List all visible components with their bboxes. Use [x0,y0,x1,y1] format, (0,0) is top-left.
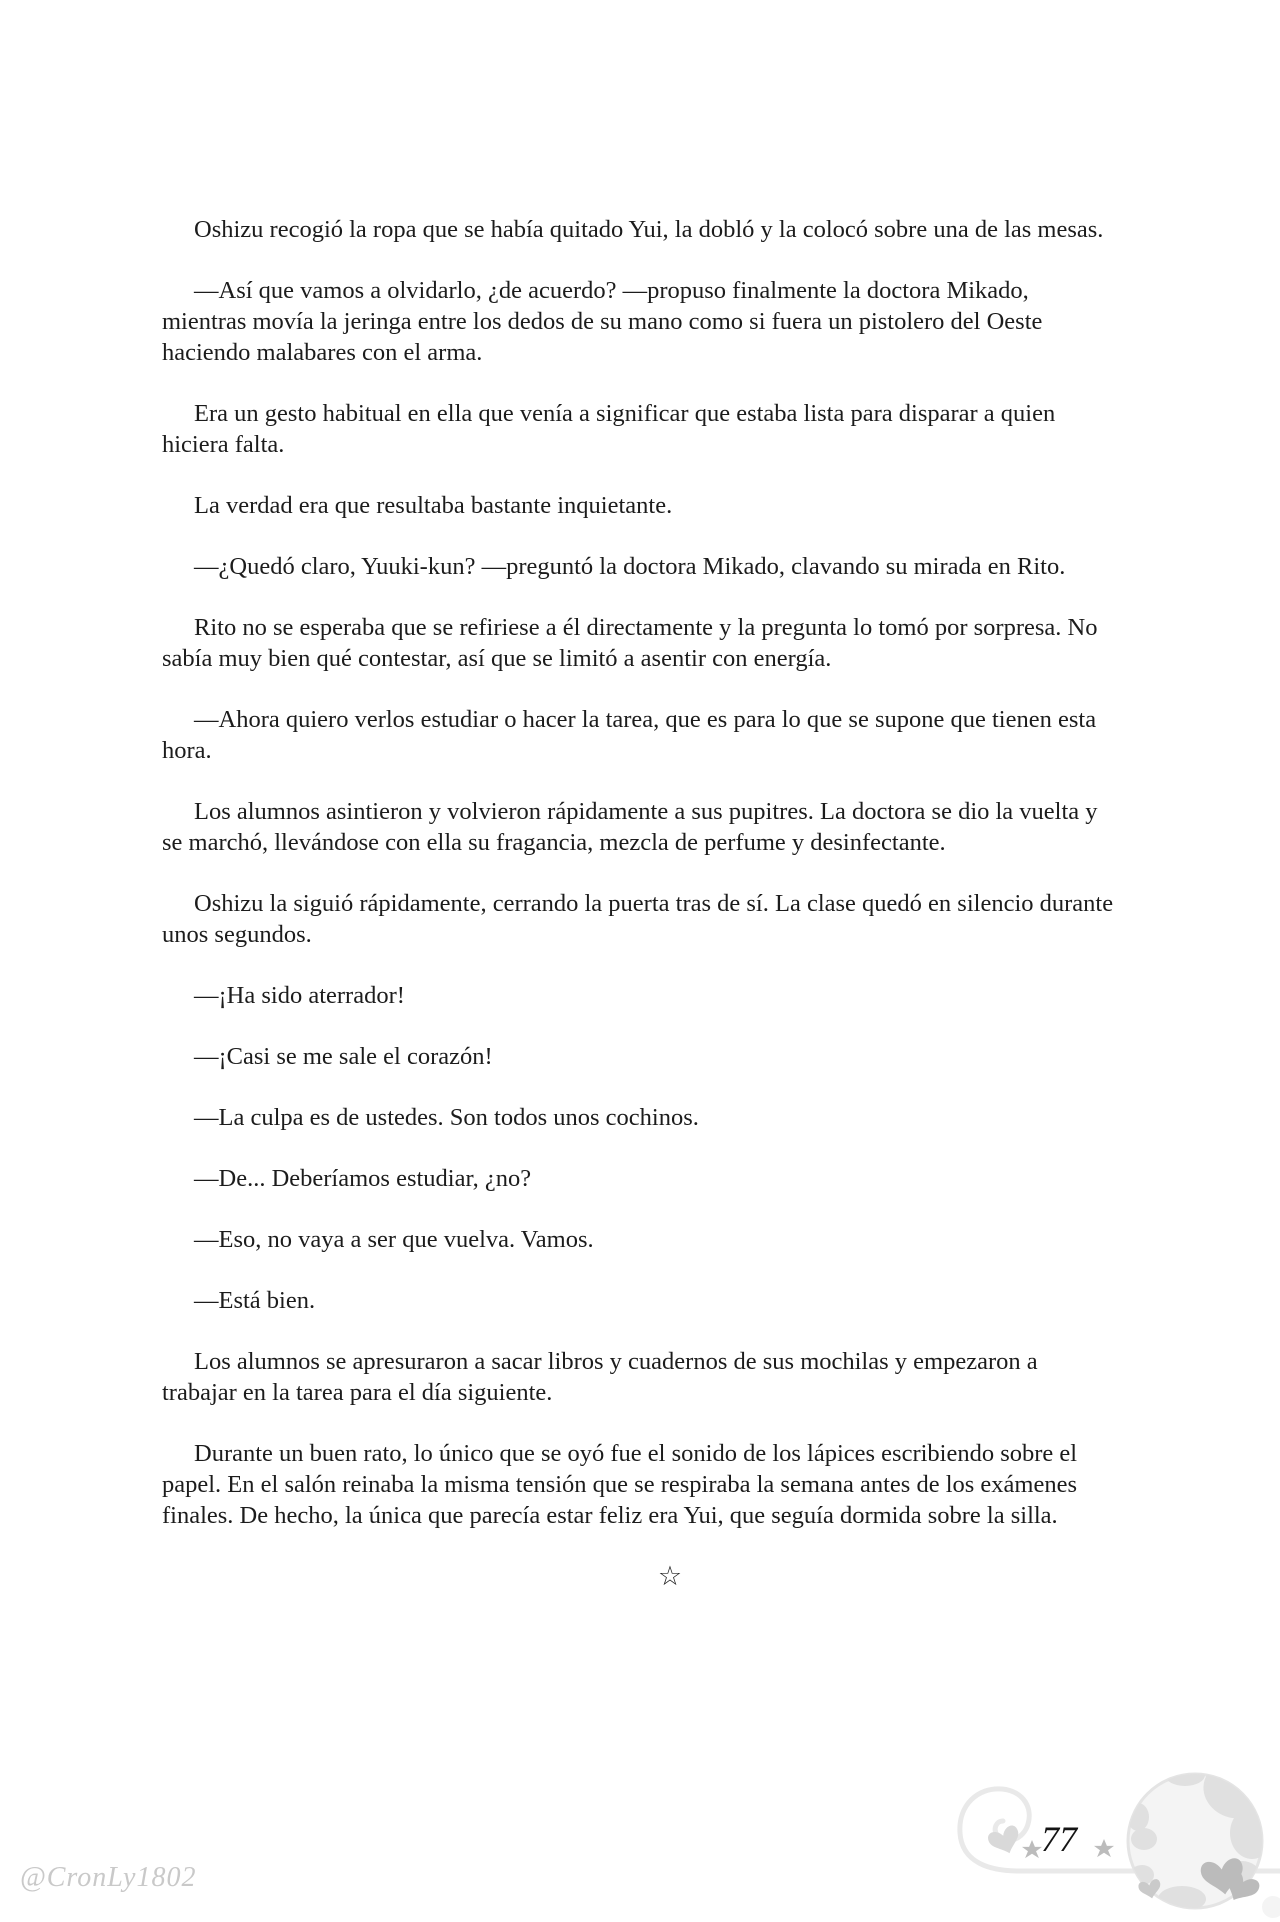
page-text [162,214,1118,1622]
paragraph: —Está bien. [194,1287,316,1314]
paragraph: La verdad era que resultaba bastante inquietante. [194,492,673,519]
paragraph: Los alumnos asintieron y volvieron rápidamente a sus pupitres. La doctora se dio la vuelta y se marchó, llevándose con ella su fragancia, mezcla de perfume y desinfectante. [162,798,1098,856]
star-icon [1094,1839,1114,1857]
paragraph: —Ahora quiero verlos estudiar o hacer la tarea, que es para lo que se supone que tienen esta hora. [162,706,1097,764]
moon-illustration [1127,1755,1275,1912]
paragraph: —¡Ha sido aterrador! [194,982,405,1009]
watermark-text: @CronLy1802 [20,1862,197,1893]
heart-icon [986,1824,1024,1859]
page-number: 77 [1041,1819,1077,1859]
star-icon [1022,1840,1042,1858]
section-divider-star-icon: ☆ [657,1561,683,1591]
paragraph: Oshizu la siguió rápidamente, cerrando la puerta tras de sí. La clase quedó en silencio durante unos segundos. [162,890,1114,948]
paragraph: —De... Deberíamos estudiar, ¿no? [194,1165,532,1192]
corner-bubble [1262,1896,1280,1918]
paragraph: —¿Quedó claro, Yuuki-kun? —preguntó la doctora Mikado, clavando su mirada en Rito. [194,553,1066,580]
paragraph: Rito no se esperaba que se refiriese a él directamente y la pregunta lo tomó por sorpresa. No sabía muy bien qué contestar, así que se limitó a asentir con energía. [162,614,1098,672]
footer-decoration [920,1755,1280,1922]
paragraph: —Eso, no vaya a ser que vuelva. Vamos. [194,1226,594,1253]
paragraph: —Así que vamos a olvidarlo, ¿de acuerdo? —propuso finalmente la doctora Mikado, mientras movía la jeringa entre los dedos de su mano como si fuera un pistolero del Oeste haciendo malabares con el arma. [162,277,1043,366]
paragraph: Durante un buen rato, lo único que se oyó fue el sonido de los lápices escribiendo sobre el papel. En el salón reinaba la misma tensión que se respiraba la semana antes de los exámenes finales. De hecho, la única que parecía estar feliz era Yui, que seguía dormida sobre la silla. [162,1440,1078,1529]
paragraph: —¡Casi se me sale el corazón! [194,1043,493,1070]
paragraph: Los alumnos se apresuraron a sacar libros y cuadernos de sus mochilas y empezaron a trabajar en la tarea para el día siguiente. [162,1348,1038,1406]
paragraph: Oshizu recogió la ropa que se había quitado Yui, la dobló y la colocó sobre una de las mesas. [194,216,1104,243]
paragraph: Era un gesto habitual en ella que venía a significar que estaba lista para disparar a quien hiciera falta. [162,400,1056,458]
paragraph: —La culpa es de ustedes. Son todos unos cochinos. [194,1104,699,1131]
